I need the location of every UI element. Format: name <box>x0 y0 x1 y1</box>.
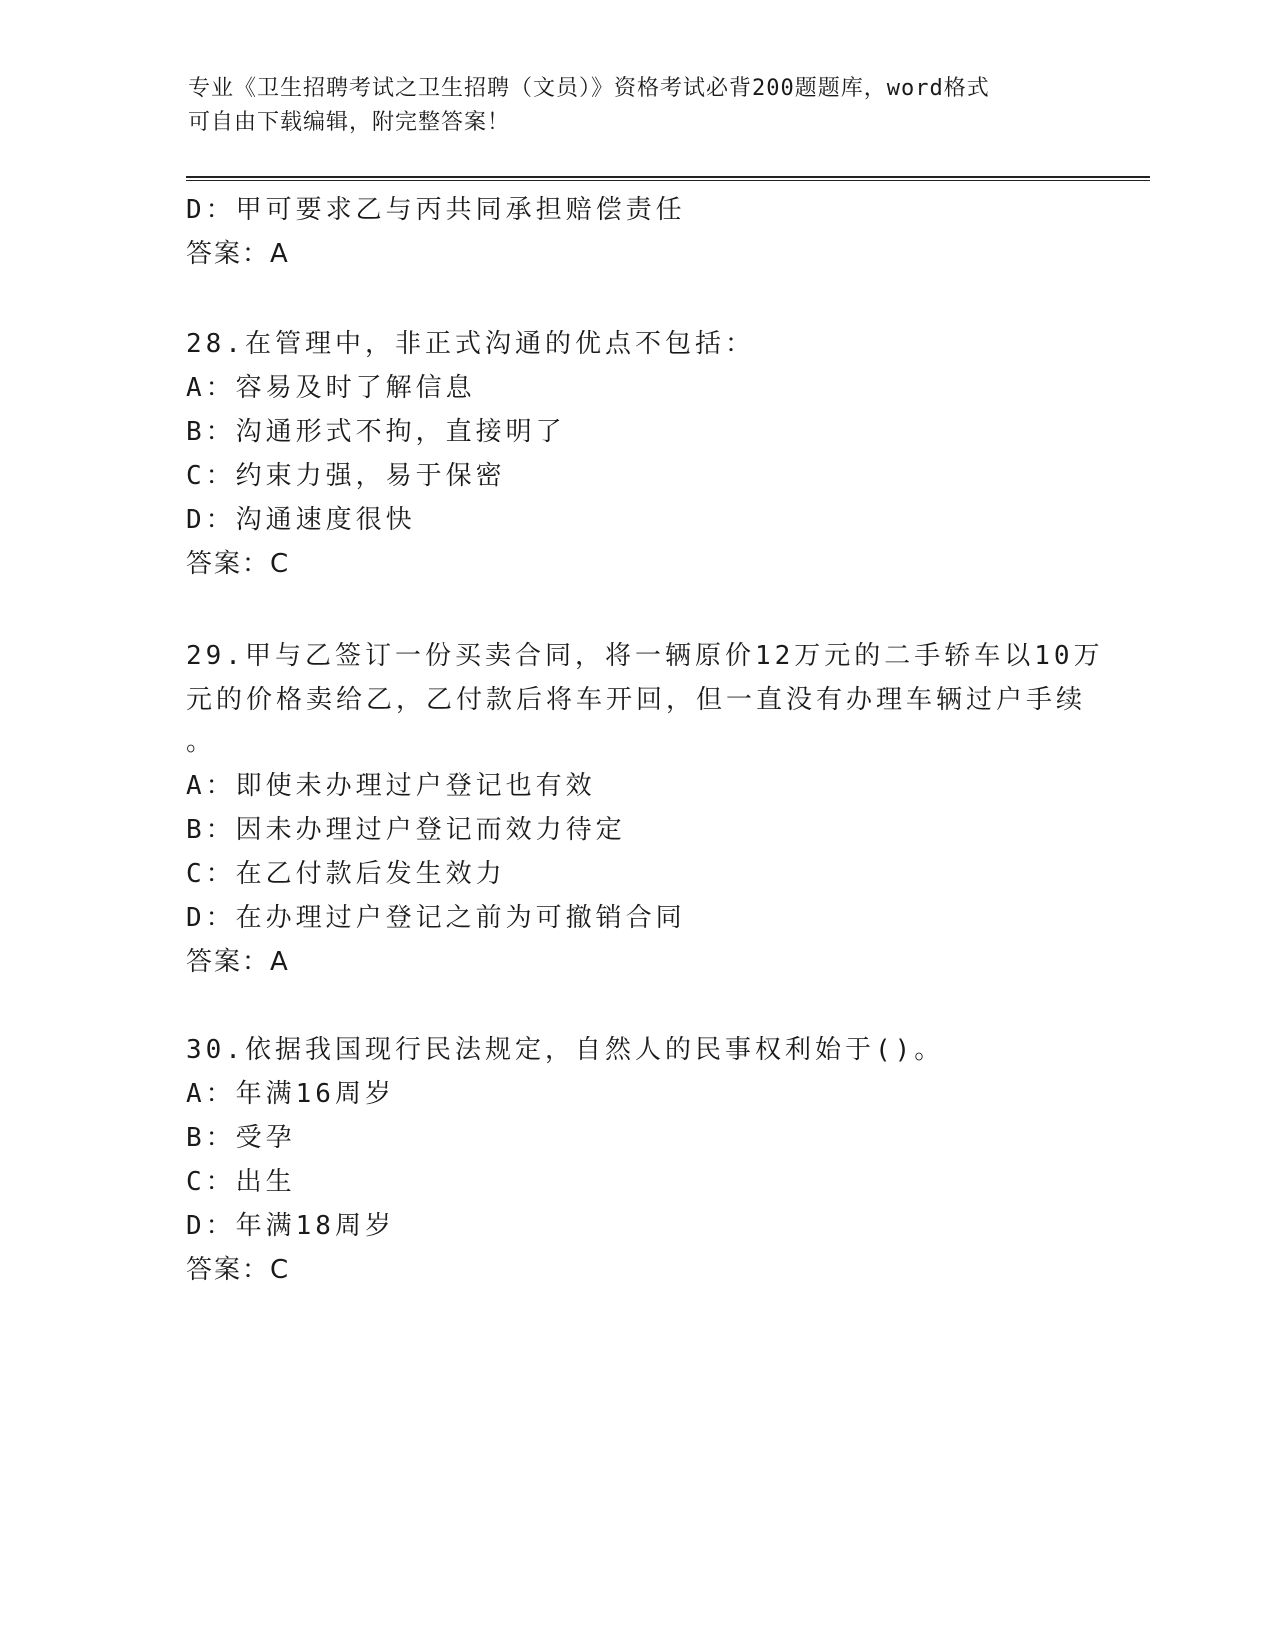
question-28-stem: 28.在管理中，非正式沟通的优点不包括： <box>186 329 755 359</box>
question-29-stem-line-1: 29.甲与乙签订一份买卖合同，将一辆原价12万元的二手轿车以10万 <box>186 641 1104 671</box>
question-28-option-d: D：沟通速度很快 <box>186 505 416 535</box>
question-29-option-a: A：即使未办理过户登记也有效 <box>186 771 596 801</box>
page-header <box>188 72 1068 140</box>
question-30-answer: 答案：C <box>186 1255 291 1285</box>
question-29-stem-line-2: 元的价格卖给乙，乙付款后将车开回，但一直没有办理车辆过户手续 <box>186 685 1087 715</box>
question-29-option-b: B：因未办理过户登记而效力待定 <box>186 815 626 845</box>
question-29-stem-line-3: 。 <box>186 727 217 757</box>
question-28-option-b: B：沟通形式不拘，直接明了 <box>186 417 566 447</box>
header-line-2: 可自由下载编辑，附完整答案！ <box>188 110 511 135</box>
header-line-1: 专业《卫生招聘考试之卫生招聘（文员）》资格考试必背200题题库，word格式 <box>188 76 990 101</box>
header-divider <box>186 176 1150 181</box>
question-29-option-d: D：在办理过户登记之前为可撤销合同 <box>186 903 686 933</box>
question-30-option-d: D：年满18周岁 <box>186 1211 395 1241</box>
question-30-option-a: A：年满16周岁 <box>186 1079 395 1109</box>
question-29-option-c: C：在乙付款后发生效力 <box>186 859 506 889</box>
question-30-option-c: C：出生 <box>186 1167 296 1197</box>
prev-option-d: D：甲可要求乙与丙共同承担赔偿责任 <box>186 195 686 225</box>
question-28-option-a: A：容易及时了解信息 <box>186 373 476 403</box>
question-30-stem: 30.依据我国现行民法规定，自然人的民事权利始于()。 <box>186 1035 945 1065</box>
question-29-answer: 答案：A <box>186 947 290 977</box>
question-28-option-c: C：约束力强，易于保密 <box>186 461 506 491</box>
question-30-option-b: B：受孕 <box>186 1123 296 1153</box>
prev-answer: 答案：A <box>186 239 290 269</box>
question-28-answer: 答案：C <box>186 549 291 579</box>
